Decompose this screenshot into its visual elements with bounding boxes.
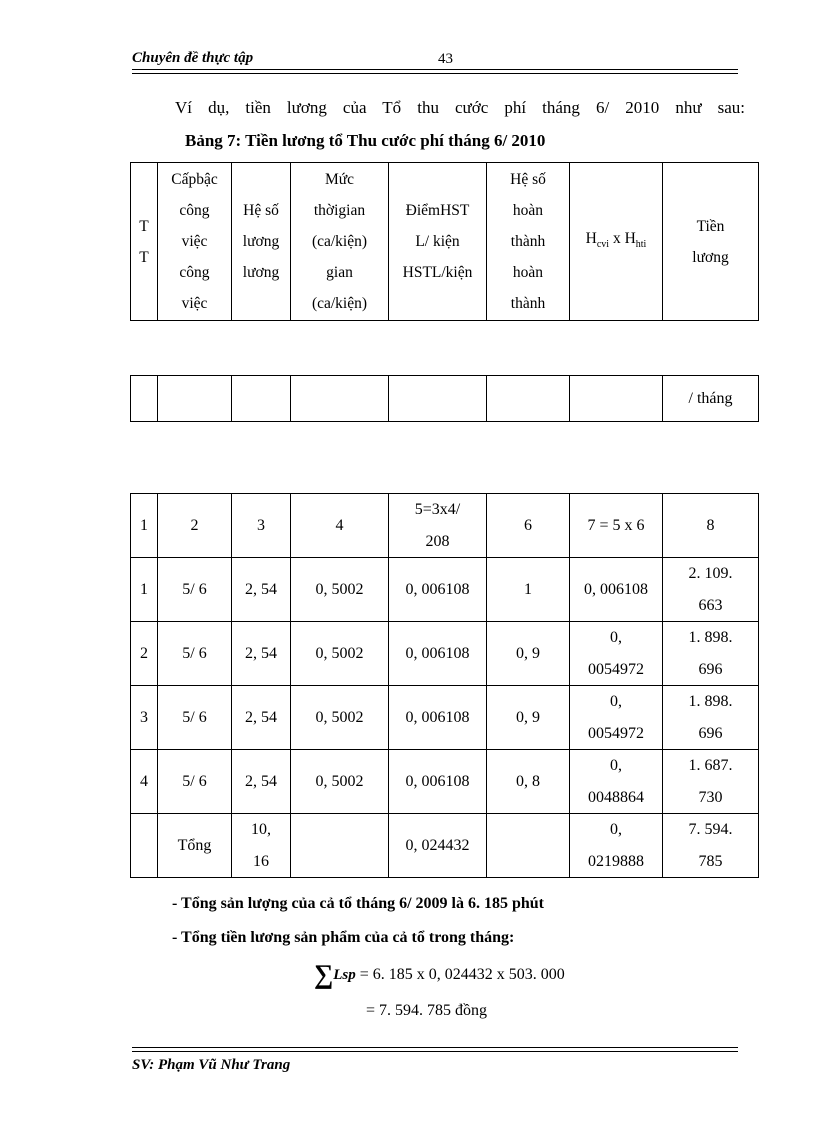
unit-cell bbox=[487, 376, 570, 422]
index-cell: 7 = 5 x 6 bbox=[570, 494, 663, 558]
data-table bbox=[130, 493, 759, 878]
cell-h7: 0, 0048864 bbox=[570, 750, 663, 814]
index-cell: 6 bbox=[487, 494, 570, 558]
page-number: 43 bbox=[438, 51, 453, 67]
index-cell: 5=3x4/ 208 bbox=[389, 494, 487, 558]
cell-diem: 0, 006108 bbox=[389, 558, 487, 622]
cell-tien-luong: 1. 898. 696 bbox=[663, 686, 759, 750]
cell-h7: 0, 006108 bbox=[570, 558, 663, 622]
cell-hoan-thanh: 0, 9 bbox=[487, 622, 570, 686]
col-header-diem-hstl: ĐiểmHST L/ kiện HSTL/kiện bbox=[389, 163, 487, 321]
col-header-cap-bac: Cấpbậc công việc công việc bbox=[158, 163, 232, 321]
col-header-tt: T T bbox=[131, 163, 158, 321]
intro-text: Ví dụ, tiền lương của Tổ thu cước phí tháng 6/ 2010 như sau: bbox=[175, 98, 745, 117]
formula-result: = 7. 594. 785 đồng bbox=[366, 1002, 488, 1019]
cell-hoan-thanh: 0, 8 bbox=[487, 750, 570, 814]
cell-tien-luong: 7. 594. 785 bbox=[663, 814, 759, 878]
cell-cap-bac: 5/ 6 bbox=[158, 622, 232, 686]
index-cell: 3 bbox=[232, 494, 291, 558]
table-caption: Bảng 7: Tiền lương tổ Thu cước phí tháng 6/ 2010 bbox=[185, 131, 546, 150]
cell-cap-bac: 5/ 6 bbox=[158, 558, 232, 622]
unit-cell bbox=[158, 376, 232, 422]
cell-tt: 3 bbox=[131, 686, 158, 750]
table-row bbox=[131, 750, 759, 814]
formula-expression: = 6. 185 x 0, 024432 x 503. 000 bbox=[355, 966, 565, 983]
sigma-symbol: ∑ bbox=[314, 959, 334, 989]
cell-tt bbox=[131, 814, 158, 878]
cell-h7: 0, 0054972 bbox=[570, 622, 663, 686]
cell-muc bbox=[291, 814, 389, 878]
cell-muc: 0, 5002 bbox=[291, 558, 389, 622]
unit-cell bbox=[232, 376, 291, 422]
cell-he-so: 2, 54 bbox=[232, 622, 291, 686]
cell-hoan-thanh: 1 bbox=[487, 558, 570, 622]
unit-cell bbox=[570, 376, 663, 422]
cell-he-so: 2, 54 bbox=[232, 558, 291, 622]
cell-diem: 0, 006108 bbox=[389, 686, 487, 750]
unit-cell-tien-luong: / tháng bbox=[663, 376, 759, 422]
footer-rule-top bbox=[132, 1047, 738, 1048]
unit-cell bbox=[131, 376, 158, 422]
table-row bbox=[131, 622, 759, 686]
unit-cell bbox=[291, 376, 389, 422]
col-header-hcvi-hhti: $H_{cvi}$ x $H_{hti}$ bbox=[570, 163, 663, 321]
lsp-label: Lsp bbox=[333, 967, 356, 983]
cell-diem: 0, 024432 bbox=[389, 814, 487, 878]
cell-tien-luong: 1. 687. 730 bbox=[663, 750, 759, 814]
note-total-output: - Tổng sản lượng của cả tổ tháng 6/ 2009 là 6. 185 phút bbox=[172, 895, 545, 912]
index-cell: 8 bbox=[663, 494, 759, 558]
table-row bbox=[131, 558, 759, 622]
note-total-wage: - Tổng tiền lương sản phẩm của cả tổ trong tháng: bbox=[172, 929, 515, 946]
col-header-tien-luong: Tiền lương bbox=[663, 163, 759, 321]
total-row bbox=[131, 814, 759, 878]
index-row bbox=[131, 494, 759, 558]
cell-cap-bac: 5/ 6 bbox=[158, 750, 232, 814]
col-header-he-so-hoan-thanh: Hệ số hoàn thành hoàn thành bbox=[487, 163, 570, 321]
total-label: Tổng bbox=[158, 814, 232, 878]
header-title: Chuyên đề thực tập bbox=[132, 50, 254, 66]
cell-muc: 0, 5002 bbox=[291, 750, 389, 814]
footer-author: SV: Phạm Vũ Như Trang bbox=[132, 1057, 291, 1073]
cell-he-so: 10, 16 bbox=[232, 814, 291, 878]
header-rule-bottom bbox=[132, 73, 738, 74]
cell-hoan-thanh bbox=[487, 814, 570, 878]
cell-h7: 0, 0054972 bbox=[570, 686, 663, 750]
table-row bbox=[131, 686, 759, 750]
footer-rule-bottom bbox=[132, 1051, 738, 1052]
index-cell: 2 bbox=[158, 494, 232, 558]
index-cell: 1 bbox=[131, 494, 158, 558]
cell-tt: 1 bbox=[131, 558, 158, 622]
cell-diem: 0, 006108 bbox=[389, 622, 487, 686]
cell-hoan-thanh: 0, 9 bbox=[487, 686, 570, 750]
formula-lsp bbox=[314, 959, 565, 990]
cell-he-so: 2, 54 bbox=[232, 686, 291, 750]
cell-muc: 0, 5002 bbox=[291, 622, 389, 686]
index-cell: 4 bbox=[291, 494, 389, 558]
cell-diem: 0, 006108 bbox=[389, 750, 487, 814]
cell-tien-luong: 2. 109. 663 bbox=[663, 558, 759, 622]
cell-tt: 2 bbox=[131, 622, 158, 686]
cell-tt: 4 bbox=[131, 750, 158, 814]
unit-cell bbox=[389, 376, 487, 422]
col-header-he-so-luong: Hệ số lương lương bbox=[232, 163, 291, 321]
header-rule-top bbox=[132, 69, 738, 70]
cell-cap-bac: 5/ 6 bbox=[158, 686, 232, 750]
unit-row-table bbox=[130, 375, 759, 422]
cell-h7: 0, 0219888 bbox=[570, 814, 663, 878]
cell-tien-luong: 1. 898. 696 bbox=[663, 622, 759, 686]
cell-he-so: 2, 54 bbox=[232, 750, 291, 814]
header-table bbox=[130, 162, 759, 321]
cell-muc: 0, 5002 bbox=[291, 686, 389, 750]
col-header-muc-thoi-gian: Mức thờigian (ca/kiện) gian (ca/kiện) bbox=[291, 163, 389, 321]
